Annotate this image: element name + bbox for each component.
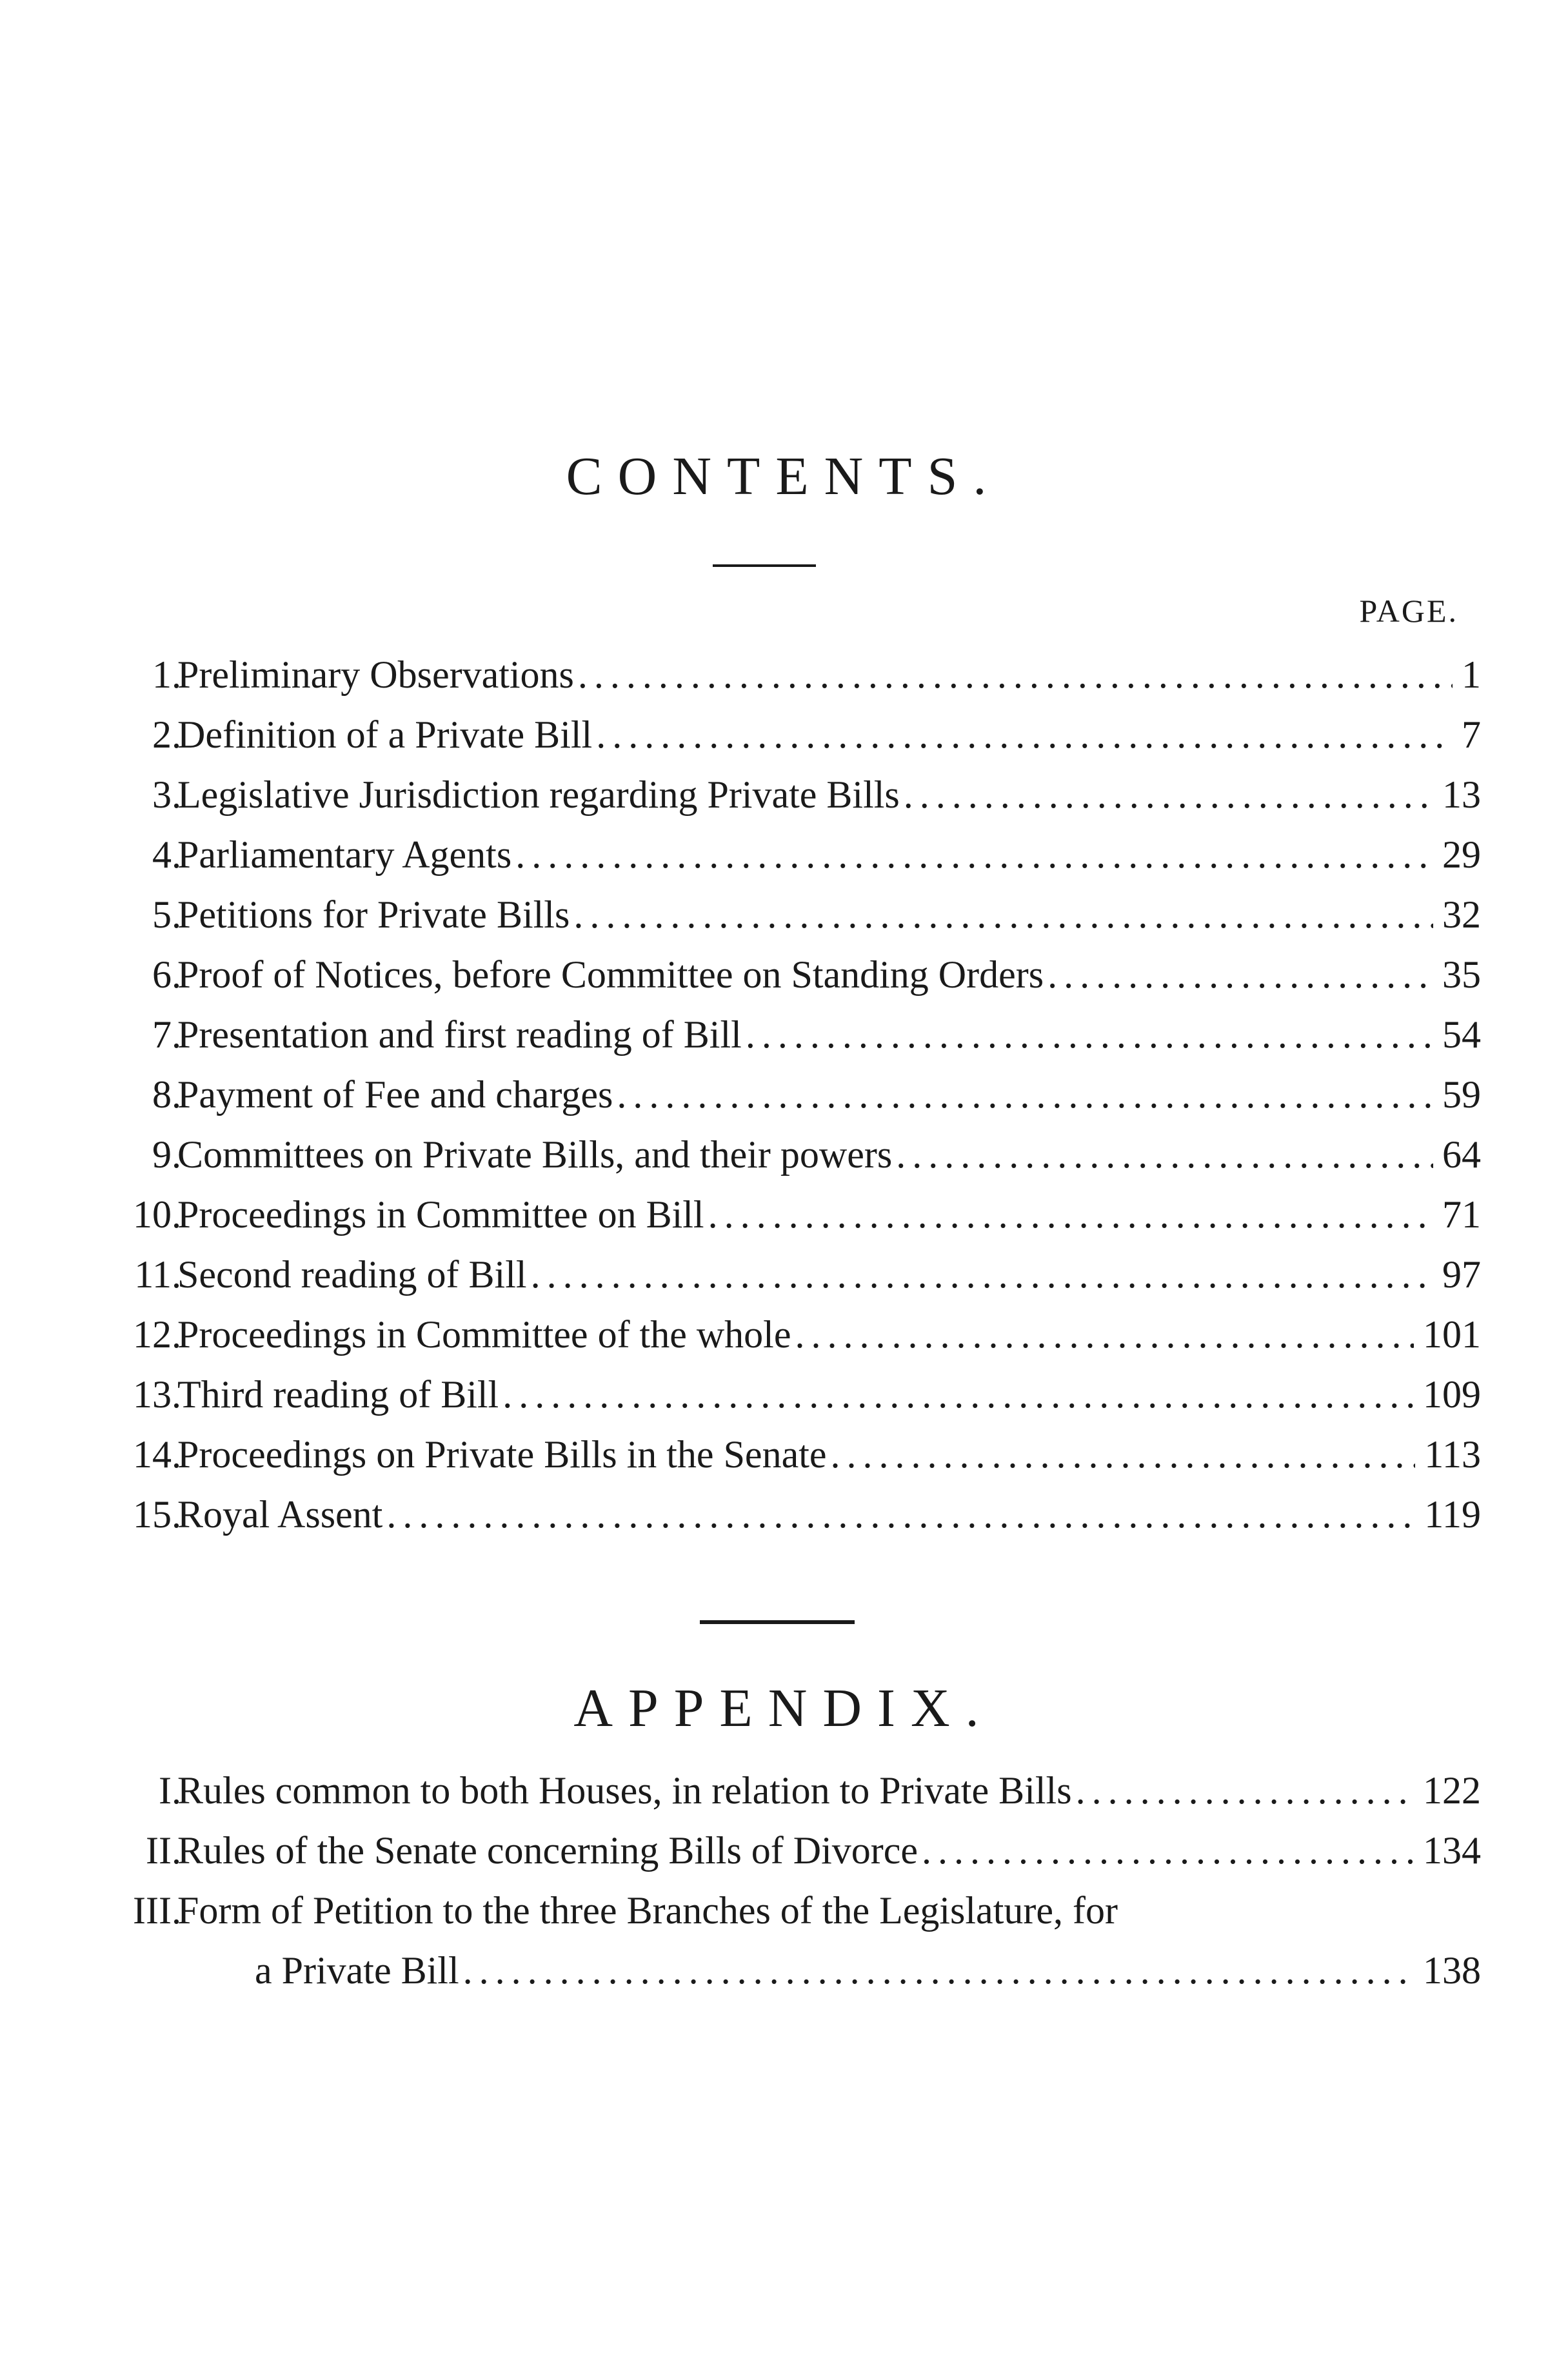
entry-page: 109	[1423, 1373, 1481, 1416]
entry-number: 6.	[152, 953, 181, 996]
toc-entry	[0, 1305, 1568, 1365]
toc-entry	[0, 765, 1568, 825]
toc-entry	[0, 1185, 1568, 1245]
entry-page: 71	[1442, 1193, 1481, 1236]
leader-dots	[922, 1821, 1414, 1881]
appendix-entry-continuation	[0, 1941, 1568, 2001]
entry-title: Second reading of Bill	[177, 1253, 527, 1296]
appendix-entry	[0, 1761, 1568, 1821]
toc-entry	[0, 885, 1568, 945]
entry-title: Form of Petition to the three Branches of the Legislature, for	[177, 1889, 1118, 1932]
entry-page: 7	[1462, 713, 1481, 756]
entry-title: Rules of the Senate concerning Bills of Divorce	[177, 1829, 918, 1872]
entry-number: II.	[146, 1829, 181, 1872]
entry-number: 3.	[152, 773, 181, 816]
appendix-entry	[0, 1881, 1568, 1941]
entry-number: 15.	[133, 1493, 181, 1536]
leader-dots	[795, 1305, 1414, 1365]
toc-entry	[0, 1365, 1568, 1425]
entry-page: 119	[1424, 1493, 1481, 1536]
leader-dots	[463, 1941, 1414, 2001]
entry-page: 59	[1442, 1073, 1481, 1116]
entry-title: Third reading of Bill	[177, 1373, 499, 1416]
entry-page: 32	[1442, 893, 1481, 936]
entry-title: Presentation and first reading of Bill	[177, 1013, 742, 1056]
entry-page: 138	[1423, 1949, 1481, 1992]
leader-dots	[617, 1065, 1433, 1125]
entry-title: Legislative Jurisdiction regarding Private Bills	[177, 773, 900, 816]
entry-title: Parliamentary Agents	[177, 833, 512, 876]
entry-page: 113	[1424, 1433, 1481, 1476]
entry-title: Proceedings in Committee on Bill	[177, 1193, 704, 1236]
appendix-list	[0, 1761, 1568, 2001]
entry-title: Rules common to both Houses, in relation to Private Bills	[177, 1769, 1072, 1812]
leader-dots	[746, 1005, 1433, 1065]
entry-page: 64	[1442, 1133, 1481, 1176]
toc-entry	[0, 705, 1568, 765]
toc-entry	[0, 1125, 1568, 1185]
toc-entry	[0, 1065, 1568, 1125]
entry-number: III.	[133, 1889, 181, 1932]
entry-number: 1.	[152, 653, 181, 696]
leader-dots	[573, 885, 1433, 945]
toc-entry	[0, 645, 1568, 705]
entry-number: 10.	[133, 1193, 181, 1236]
entry-title: Preliminary Observations	[177, 653, 574, 696]
entry-page: 134	[1423, 1829, 1481, 1872]
entry-page: 35	[1442, 953, 1481, 996]
appendix-rule	[700, 1620, 855, 1624]
entry-number: 9.	[152, 1133, 181, 1176]
leader-dots	[896, 1125, 1433, 1185]
leader-dots	[596, 705, 1453, 765]
entry-page: 97	[1442, 1253, 1481, 1296]
leader-dots	[531, 1245, 1433, 1305]
entry-title: Committees on Private Bills, and their powers	[177, 1133, 893, 1176]
leader-dots	[708, 1185, 1433, 1245]
entry-title-continuation: a Private Bill	[255, 1949, 459, 1992]
contents-rule	[713, 564, 816, 567]
entry-number: 8.	[152, 1073, 181, 1116]
entry-page: 13	[1442, 773, 1481, 816]
entry-title: Royal Assent	[177, 1493, 383, 1536]
entry-number: 13.	[133, 1373, 181, 1416]
leader-dots	[904, 765, 1433, 825]
entry-number: 14.	[133, 1433, 181, 1476]
entry-number: I.	[159, 1769, 181, 1812]
entry-number: 5.	[152, 893, 181, 936]
leader-dots	[1047, 945, 1433, 1005]
entry-number: 11.	[134, 1253, 181, 1296]
contents-heading: CONTENTS.	[566, 446, 1002, 506]
leader-dots	[386, 1485, 1415, 1545]
toc-entry	[0, 1425, 1568, 1485]
entry-title: Proceedings on Private Bills in the Senate	[177, 1433, 827, 1476]
entry-number: 12.	[133, 1313, 181, 1356]
leader-dots	[515, 825, 1433, 885]
entry-title: Petitions for Private Bills	[177, 893, 570, 936]
leader-dots	[1076, 1761, 1414, 1821]
leader-dots	[502, 1365, 1414, 1425]
page-column-label: PAGE.	[1359, 593, 1458, 629]
appendix-heading: APPENDIX.	[573, 1678, 995, 1738]
leader-dots	[831, 1425, 1416, 1485]
toc-entry	[0, 1485, 1568, 1545]
entry-title: Payment of Fee and charges	[177, 1073, 613, 1116]
entry-title: Definition of a Private Bill	[177, 713, 593, 756]
appendix-entry	[0, 1821, 1568, 1881]
toc-entry	[0, 1005, 1568, 1065]
entry-title: Proof of Notices, before Committee on Standing Orders	[177, 953, 1044, 996]
entry-page: 101	[1423, 1313, 1481, 1356]
toc-entry	[0, 1245, 1568, 1305]
entry-page: 1	[1462, 653, 1481, 696]
entry-number: 4.	[152, 833, 181, 876]
contents-list	[0, 645, 1568, 1545]
leader-dots	[578, 645, 1453, 705]
entry-page: 29	[1442, 833, 1481, 876]
entry-page: 54	[1442, 1013, 1481, 1056]
toc-entry	[0, 945, 1568, 1005]
entry-number: 7.	[152, 1013, 181, 1056]
entry-title: Proceedings in Committee of the whole	[177, 1313, 791, 1356]
toc-entry	[0, 825, 1568, 885]
entry-page: 122	[1423, 1769, 1481, 1812]
entry-number: 2.	[152, 713, 181, 756]
